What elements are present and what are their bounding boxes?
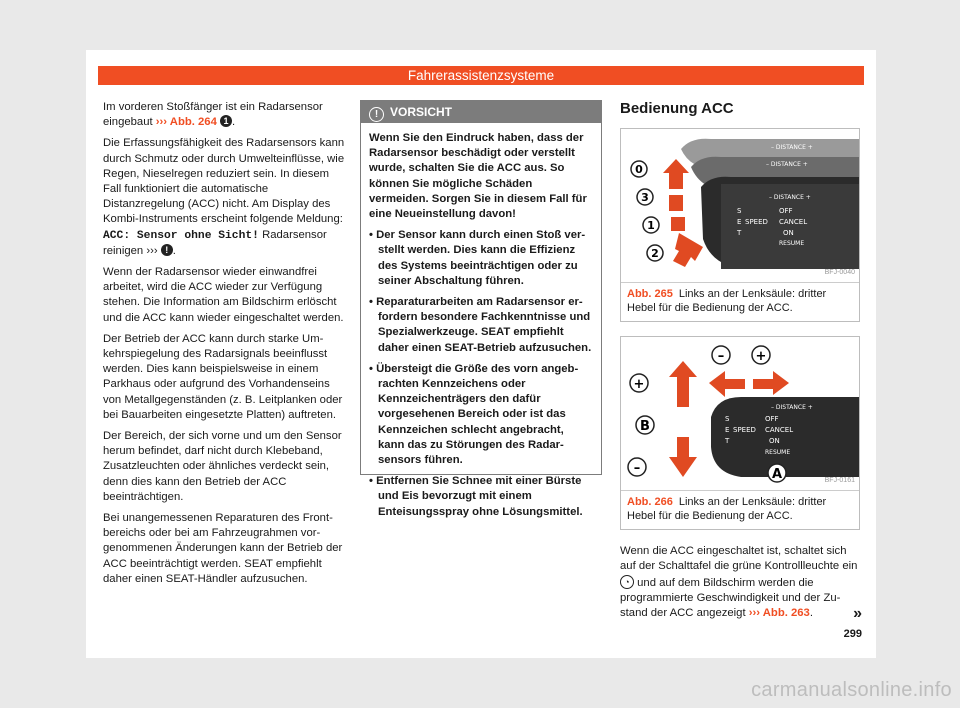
watermark: carmanualsonline.info bbox=[751, 679, 952, 701]
lever-on: ON bbox=[769, 437, 780, 446]
paragraph: Wenn der Radarsensor wieder einwandfrei arbeitet, wird die ACC wieder zur Verfügung stehen. Die Information am Bildschirm erlöscht und die ACC kann wieder eingeschaltet werden. bbox=[103, 266, 344, 324]
figure-label: Abb. 266 bbox=[627, 496, 673, 509]
right-column bbox=[620, 100, 860, 621]
lever-s: S bbox=[725, 415, 730, 424]
figure-label: Abb. 265 bbox=[627, 288, 673, 301]
callout-minus-top: – bbox=[717, 349, 725, 365]
lever-s: S bbox=[737, 207, 742, 216]
lever-off: OFF bbox=[779, 207, 793, 216]
warning-bullet: • Übersteigt die Größe des vorn angebrachten Kennzeichens oder Kennzeichenträgers den dafür vorgesehenen Bereich oder ist das Kennzeichen schlecht angebracht, kann das zu Störungen des Radarsensors führen. bbox=[369, 362, 579, 467]
warning-title: VORSICHT bbox=[390, 105, 453, 119]
callout-number: 1 bbox=[220, 115, 232, 127]
lever-t: T bbox=[725, 437, 730, 446]
warning-bullet: • Reparaturarbeiten am Radarsensor erfordern besondere Fachkenntnisse und Spezialwerkzeuge. SEAT empfiehlt daher einen SEAT-Betrieb aufzusuchen. bbox=[369, 296, 592, 354]
paragraph: Die Erfassungsfähigkeit des Radarsensors kann durch Schmutz oder durch Umwelteinflüsse, wie Regen, Nieselregen reduziert sein. In diesem Fall funktioniert die automatische Distanzregelung (ACC) nicht. Am Display des Kombi-Instruments erscheint folgende Meldung: ACC: Sensor ohne Sicht! Radarsensor reinigen ››› ! . bbox=[103, 137, 345, 257]
arrow-segment-icon bbox=[671, 217, 685, 231]
figure-caption: Abb. 265 Links an der Lenksäule: dritter Hebel für die Bedienung der ACC. bbox=[621, 282, 859, 321]
callout-plus-left: + bbox=[633, 377, 645, 393]
paragraph: Der Betrieb der ACC kann durch starke Umkehrspiegelung des Radarsignals beeinflusst werden. Dies kann beispielsweise in einem Parkhaus oder aufgrund des Vorhandenseins von Metallgegenständen (z. B. Leitplanken oder bei Bauarbeiten eingesetzte Platten) auftreten. bbox=[103, 332, 343, 421]
figure-266 bbox=[620, 336, 860, 530]
warning-icon: ! bbox=[161, 244, 173, 256]
lever-speed: SPEED bbox=[745, 218, 768, 227]
image-code: BFJ-0040 bbox=[824, 269, 855, 276]
lever-distance-text: – DISTANCE + bbox=[771, 404, 813, 412]
lever-e: E bbox=[725, 426, 730, 435]
warning-bullet: • Der Sensor kann durch einen Stoß verstellt werden. Dies kann die Effizienz des Systems beeinträchtigen oder zu seiner Abschaltung führen. bbox=[369, 229, 586, 287]
paragraph: Bei unangemessenen Reparaturen des Frontbereichs oder bei am Fahrzeugrahmen vorgenommenen Änderungen kann der Betrieb der ACC beeinträchtigt werden. SEAT empfiehlt daher einen SEAT-Händler aufzusuchen. bbox=[103, 512, 343, 585]
lever-distance-text: – DISTANCE + bbox=[769, 194, 811, 202]
callout-a: A bbox=[771, 467, 783, 483]
callout-plus-top: + bbox=[755, 349, 767, 365]
paragraph: Der Bereich, der sich vorne und um den Sensor herum befindet, darf nicht durch Klebeband, Zusatzleuchten oder ähnliches verdeckt sein, denn dies kann den Betrieb der ACC beeinträchtigen. bbox=[103, 430, 342, 503]
section-title: Bedienung ACC bbox=[620, 100, 734, 117]
warning-header bbox=[361, 101, 601, 123]
lever-off: OFF bbox=[765, 415, 779, 424]
lever-resume: RESUME bbox=[779, 240, 805, 248]
page-header: Fahrerassistenzsysteme bbox=[98, 66, 864, 85]
callout-2: 2 bbox=[651, 247, 659, 261]
figure-reference[interactable]: ››› Abb. 264 bbox=[155, 116, 217, 129]
figure-reference[interactable]: ››› Abb. 263 bbox=[748, 607, 810, 620]
lever-e: E bbox=[737, 218, 742, 227]
reference-arrows[interactable]: ››› bbox=[146, 244, 158, 257]
lever-cancel: CANCEL bbox=[779, 218, 808, 227]
warning-intro: Wenn Sie den Eindruck haben, dass der Radarsensor beschädigt oder verstellt wurde, schalten Sie die ACC aus. So können Sie mögliche Schäden vermeiden. Sorgen Sie in diesem Fall für eine Neueinstellung davon! bbox=[369, 132, 587, 221]
figure-265 bbox=[620, 128, 860, 322]
lever-diagram-2 bbox=[621, 337, 859, 490]
acc-indicator-icon: ◔ bbox=[620, 575, 634, 589]
paragraph: Im vorderen Stoßfänger ist ein Radarsensor eingebaut ››› Abb. 264 1 . bbox=[103, 101, 323, 129]
warning-body bbox=[361, 123, 601, 520]
lever-cancel: CANCEL bbox=[765, 426, 794, 435]
display-message: ACC: Sensor ohne Sicht! bbox=[103, 229, 259, 242]
lever-diagram-1 bbox=[621, 129, 859, 282]
paragraph: Wenn die ACC eingeschaltet ist, schaltet sich auf der Schalttafel die grüne Kontrollleuchte ein ◔ und auf dem Bildschirm werden die programmierte Geschwindigkeit und der Zustand der ACC angezeigt ››› Abb. 263. bbox=[620, 545, 858, 620]
callout-3: 3 bbox=[641, 191, 649, 205]
callout-1: 1 bbox=[647, 219, 655, 233]
lever-on: ON bbox=[783, 229, 794, 238]
continued-marker: » bbox=[853, 605, 862, 622]
callout-0: 0 bbox=[635, 163, 643, 177]
warning-box bbox=[360, 100, 602, 518]
lever-illustration-1 bbox=[621, 129, 859, 282]
callout-minus-left: – bbox=[633, 461, 641, 477]
callout-b: B bbox=[640, 419, 650, 435]
figure-caption: Abb. 266 Links an der Lenksäule: dritter Hebel für die Bedienung der ACC. bbox=[621, 490, 859, 529]
page-number: 299 bbox=[843, 628, 862, 640]
left-column bbox=[103, 100, 348, 593]
lever-distance-text-mid: – DISTANCE + bbox=[766, 161, 808, 169]
arrow-segment-icon bbox=[669, 195, 683, 211]
lever-distance-text-top: – DISTANCE + bbox=[771, 144, 813, 152]
lever-t: T bbox=[737, 229, 742, 238]
lever-illustration-2 bbox=[621, 337, 859, 490]
warning-bullet: • Entfernen Sie Schnee mit einer Bürste und Eis bevorzugt mit einem Enteisungsspray ohne Lösungsmittel. bbox=[369, 475, 583, 518]
caution-icon: ! bbox=[369, 107, 384, 122]
image-code: BFJ-0161 bbox=[824, 477, 855, 484]
lever-resume: RESUME bbox=[765, 449, 791, 457]
manual-page bbox=[86, 50, 876, 658]
lever-speed: SPEED bbox=[733, 426, 756, 435]
